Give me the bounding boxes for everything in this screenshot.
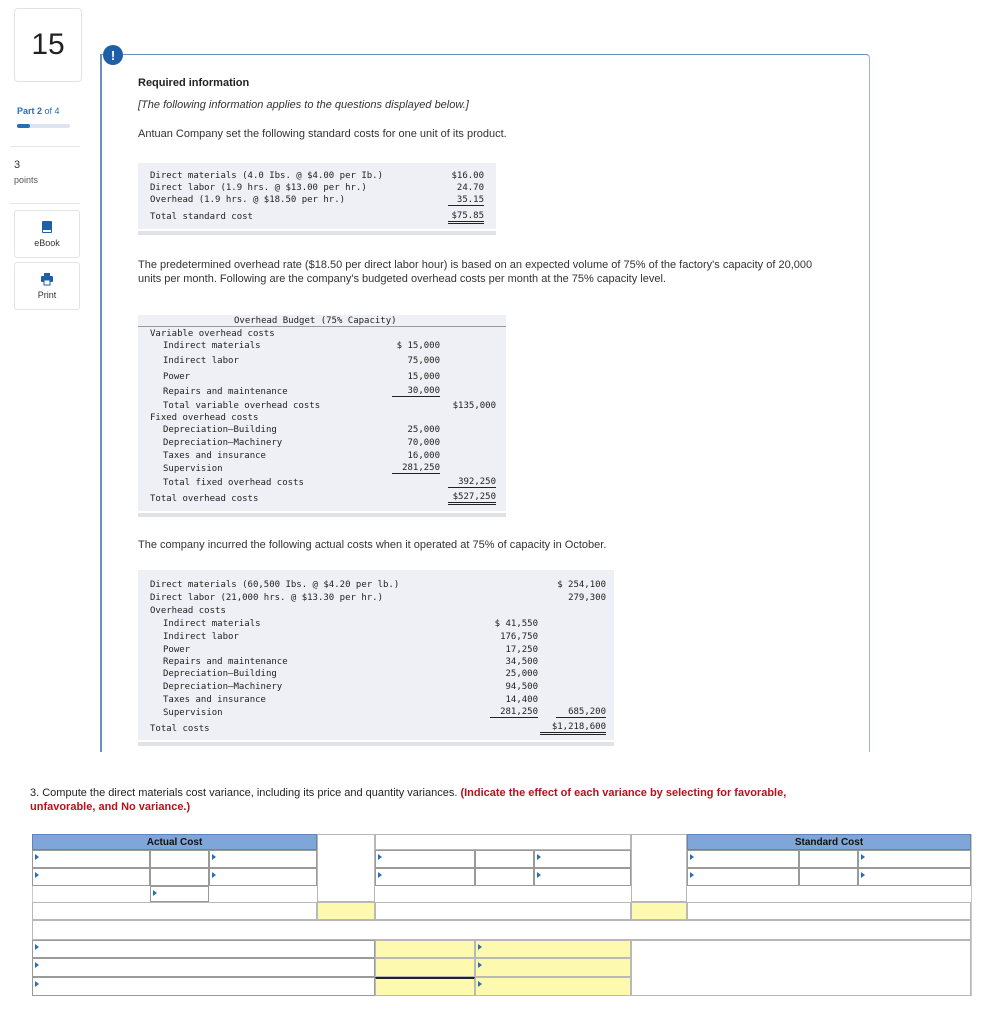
summary-label-1[interactable]: [32, 940, 375, 958]
dropdown-arrow-icon: [35, 981, 39, 987]
budget-item-label: Supervision: [163, 464, 223, 474]
actual-price-input-1[interactable]: [209, 850, 317, 868]
budget-item-amount: 281,250: [392, 463, 440, 474]
quantity-variance-effect[interactable]: [631, 902, 687, 920]
budget-item-amount: 30,000: [392, 386, 440, 397]
points-label: points: [14, 175, 39, 185]
summary-label-2[interactable]: [32, 958, 375, 977]
dropdown-arrow-icon: [537, 854, 541, 860]
actual-oh-label: Power: [163, 645, 191, 655]
actual-oh-amount: 176,750: [500, 632, 538, 642]
required-info-note: [The following information applies to the questions displayed below.]: [138, 99, 469, 111]
budget-item-label: Depreciation—Machinery: [163, 438, 283, 448]
actual-oh-label: Repairs and maintenance: [163, 657, 288, 667]
overhead-costs-heading: Overhead costs: [150, 606, 226, 616]
part-of: of 4: [42, 106, 60, 116]
dropdown-arrow-icon: [35, 962, 39, 968]
table-bottom-bar: [138, 513, 506, 517]
dropdown-arrow-icon: [690, 872, 694, 878]
book-icon: [40, 220, 54, 234]
actual-oh-amount: 25,000: [505, 669, 538, 679]
budget-item-amount: 16,000: [407, 451, 440, 461]
standard-qty-input-2[interactable]: [799, 868, 858, 886]
budget-item-amount: 15,000: [407, 372, 440, 382]
budget-item-label: Indirect materials: [163, 341, 261, 351]
total-overhead-amount: $527,250: [448, 492, 496, 505]
intro-text: Antuan Company set the following standard costs for one unit of its product.: [138, 128, 507, 140]
dropdown-arrow-icon: [35, 854, 39, 860]
fixed-heading: Fixed overhead costs: [150, 413, 259, 423]
actual-oh-label: Depreciation—Building: [163, 669, 277, 679]
actual-input-2[interactable]: [32, 868, 150, 886]
actual-oh-amount: $ 41,550: [494, 619, 538, 629]
dropdown-arrow-icon: [478, 944, 482, 950]
print-button[interactable]: [14, 262, 80, 310]
actual-oh-label: Indirect materials: [163, 619, 261, 629]
middle-header: [375, 834, 631, 850]
standard-price-input-1[interactable]: [858, 850, 971, 868]
summary-amount-1[interactable]: [375, 940, 475, 958]
summary-label-3[interactable]: [32, 977, 375, 996]
standard-qty-input-1[interactable]: [799, 850, 858, 868]
actual-costs-paragraph: The company incurred the following actual costs when it operated at 75% of capacity in October.: [138, 539, 607, 551]
table-bottom-bar: [138, 742, 614, 746]
middle-input-2[interactable]: [375, 868, 475, 886]
total-variable-label: Total variable overhead costs: [163, 401, 321, 411]
actual-dl-label: Direct labor (21,000 hrs. @ $13.30 per hr.): [150, 593, 383, 603]
standard-input-1[interactable]: [687, 850, 799, 868]
std-cost-label: Overhead (1.9 hrs. @ $18.50 per hr.): [150, 195, 346, 205]
dropdown-arrow-icon: [35, 944, 39, 950]
std-cost-total-amount: $75.85: [448, 211, 484, 224]
middle-qty-input-2[interactable]: [475, 868, 534, 886]
std-cost-label: Direct labor (1.9 hrs. @ $13.00 per hr.): [150, 183, 367, 193]
overhead-rate-paragraph: The predetermined overhead rate ($18.50 per direct labor hour) is based on an expected volume of 75% of the factory's capacity of 20,000 units per month. Following are the company's budgeted overhead costs per month at the 75% capacity level.: [138, 259, 813, 285]
overhead-budget-title: Overhead Budget (75% Capacity): [234, 316, 397, 326]
budget-item-label: Indirect labor: [163, 356, 239, 366]
print-label: Print: [37, 290, 57, 300]
total-variable-amount: $135,000: [452, 401, 496, 411]
actual-oh-label: Taxes and insurance: [163, 695, 266, 705]
std-cost-amount: 35.15: [448, 195, 484, 206]
middle-price-input-2[interactable]: [534, 868, 631, 886]
middle-input-1[interactable]: [375, 850, 475, 868]
actual-price-input-2[interactable]: [209, 868, 317, 886]
variance-row: [375, 902, 631, 920]
actual-oh-label: Depreciation—Machinery: [163, 682, 283, 692]
dropdown-arrow-icon: [861, 872, 865, 878]
summary-amount-3[interactable]: [375, 977, 475, 996]
printer-icon: [40, 272, 54, 286]
required-info-title: Required information: [138, 77, 250, 89]
actual-dm-label: Direct materials (60,500 Ibs. @ $4.20 per lb.): [150, 580, 400, 590]
budget-item-amount: $ 15,000: [396, 341, 440, 351]
variance-row: [687, 902, 971, 920]
std-cost-amount: $16.00: [451, 171, 484, 181]
actual-qty-input-1[interactable]: [150, 850, 209, 868]
ebook-button[interactable]: [14, 210, 80, 258]
std-cost-amount: 24.70: [456, 183, 484, 193]
part-progress-bar: [17, 124, 70, 128]
question-number: 15: [14, 8, 82, 82]
question-text: [30, 786, 790, 814]
std-cost-label: Direct materials (4.0 Ibs. @ $4.00 per Ib.): [150, 171, 383, 181]
dropdown-arrow-icon: [378, 854, 382, 860]
std-cost-total-label: Total standard cost: [150, 212, 253, 222]
actual-dl-amount: 279,300: [568, 593, 606, 603]
blank-row: [32, 920, 971, 940]
actual-oh-amount: 17,250: [505, 645, 538, 655]
actual-oh-label: Supervision: [163, 708, 223, 718]
summary-amount-2[interactable]: [375, 958, 475, 977]
actual-qty-input-2[interactable]: [150, 868, 209, 886]
actual-input-1[interactable]: [32, 850, 150, 868]
budget-item-label: Depreciation—Building: [163, 425, 277, 435]
actual-oh-amount: 14,400: [505, 695, 538, 705]
middle-qty-input-1[interactable]: [475, 850, 534, 868]
grid-spacer: [317, 834, 375, 902]
ebook-label: eBook: [34, 238, 60, 248]
summary-effect-3[interactable]: [475, 977, 631, 996]
dropdown-arrow-icon: [153, 890, 157, 896]
summary-effect-2[interactable]: [475, 958, 631, 977]
budget-item-amount: 70,000: [407, 438, 440, 448]
variable-heading: Variable overhead costs: [150, 329, 275, 339]
table-bottom-bar: [138, 231, 496, 235]
standard-price-input-2[interactable]: [858, 868, 971, 886]
standard-cost-header: Standard Cost: [687, 834, 971, 850]
part-progress-fill: [17, 124, 30, 128]
alert-icon: !: [103, 45, 123, 65]
dropdown-arrow-icon: [212, 872, 216, 878]
actual-dm-amount: $ 254,100: [557, 580, 606, 590]
dropdown-arrow-icon: [861, 854, 865, 860]
summary-effect-1[interactable]: [475, 940, 631, 958]
actual-oh-amount: 281,250: [490, 707, 538, 718]
actual-cost-total-input[interactable]: [150, 886, 209, 902]
budget-item-label: Power: [163, 372, 191, 382]
actual-oh-label: Indirect labor: [163, 632, 239, 642]
total-costs-amount: $1,218,600: [540, 722, 606, 735]
total-fixed-label: Total fixed overhead costs: [163, 478, 304, 488]
budget-item-amount: 25,000: [407, 425, 440, 435]
dropdown-arrow-icon: [537, 872, 541, 878]
middle-price-input-1[interactable]: [534, 850, 631, 868]
budget-item-label: Taxes and insurance: [163, 451, 266, 461]
sidebar-divider: [10, 146, 80, 147]
question-main: 3. Compute the direct materials cost variance, including its price and quantity variances.: [30, 787, 461, 799]
grid-spacer: [631, 834, 687, 902]
dropdown-arrow-icon: [212, 854, 216, 860]
actual-cost-header: Actual Cost: [32, 834, 317, 850]
total-costs-label: Total costs: [150, 724, 210, 734]
budget-item-label: Repairs and maintenance: [163, 387, 288, 397]
summary-blank: [631, 940, 971, 996]
total-fixed-amount: 392,250: [448, 477, 496, 488]
standard-input-2[interactable]: [687, 868, 799, 886]
dropdown-arrow-icon: [478, 962, 482, 968]
dropdown-arrow-icon: [478, 981, 482, 987]
actual-oh-amount: 34,500: [505, 657, 538, 667]
dropdown-arrow-icon: [35, 872, 39, 878]
actual-oh-amount: 94,500: [505, 682, 538, 692]
price-variance-effect[interactable]: [317, 902, 375, 920]
part-label: Part 2: [17, 106, 43, 116]
dropdown-arrow-icon: [690, 854, 694, 860]
total-overhead-label: Total overhead costs: [150, 494, 259, 504]
budget-item-amount: 75,000: [407, 356, 440, 366]
actual-oh-total: 685,200: [556, 707, 606, 718]
points-value: 3: [14, 159, 21, 171]
part-indicator: [17, 106, 60, 116]
question-instruction: (Indicate the effect of each variance by selecting for favorable, unfavorable, and No variance.): [30, 787, 787, 813]
sidebar-divider: [10, 203, 80, 204]
dropdown-arrow-icon: [378, 872, 382, 878]
variance-row: [32, 902, 317, 920]
